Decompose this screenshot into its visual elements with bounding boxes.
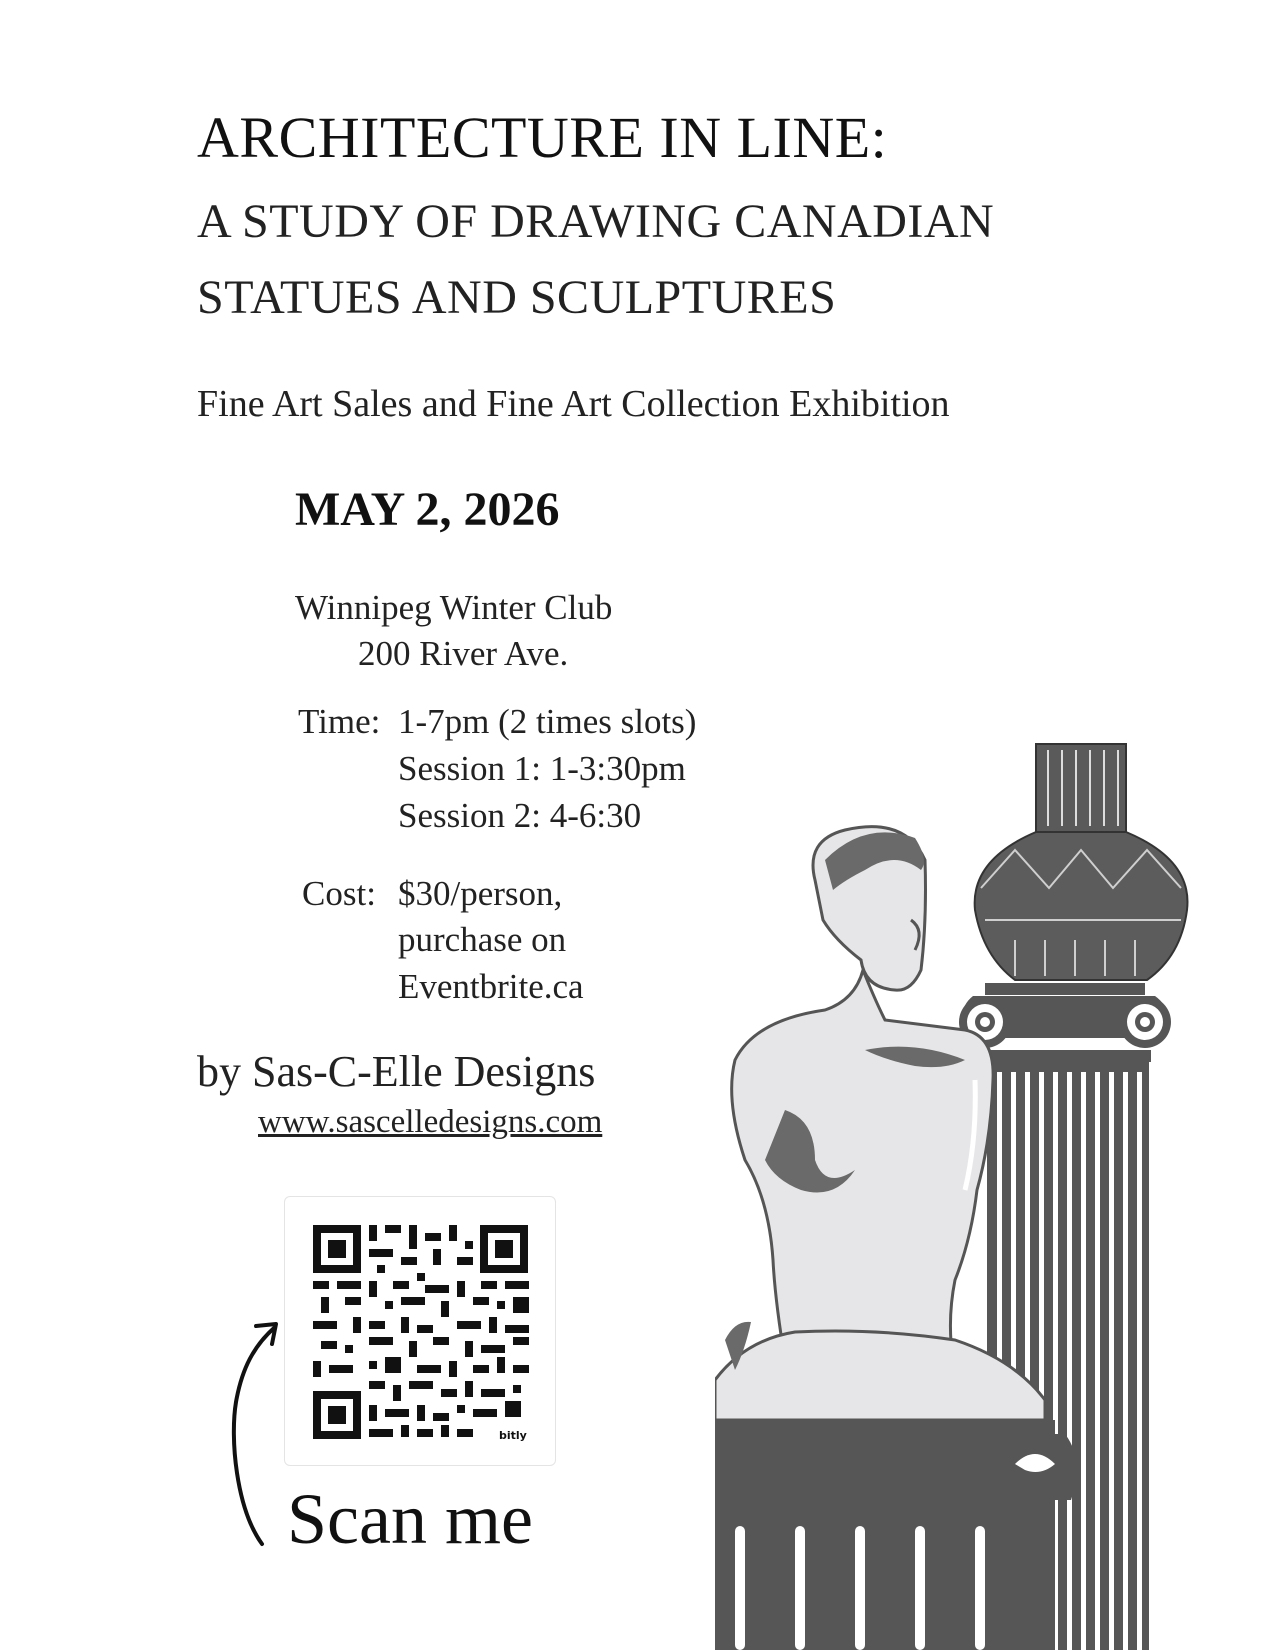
- subtitle: Fine Art Sales and Fine Art Collection Exhibition: [197, 383, 950, 425]
- time-label: Time:: [298, 702, 381, 741]
- vase: [975, 744, 1188, 980]
- byline: by Sas-C-Elle Designs: [197, 1047, 596, 1096]
- qr-code-icon: [285, 1197, 555, 1465]
- statue-column-illustration: [715, 720, 1275, 1650]
- qr-code-card[interactable]: [284, 1196, 556, 1466]
- time-value: 1-7pm (2 times slots): [398, 702, 697, 741]
- session-1: Session 1: 1-3:30pm: [398, 749, 686, 788]
- event-date: MAY 2, 2026: [295, 483, 560, 536]
- cost-label: Cost:: [302, 874, 376, 913]
- cost-price: $30/person,: [398, 874, 563, 913]
- venue-address: 200 River Ave.: [358, 634, 569, 673]
- pedestal: [715, 1420, 1077, 1650]
- title-line-2: A STUDY OF DRAWING CANADIAN: [197, 195, 995, 248]
- cost-purchase: purchase on: [398, 920, 567, 959]
- session-2: Session 2: 4-6:30: [398, 796, 642, 835]
- title-line-1: ARCHITECTURE IN LINE:: [197, 105, 888, 170]
- qr-logo: bitly: [499, 1429, 527, 1442]
- cost-eventbrite: Eventbrite.ca: [398, 967, 584, 1006]
- scan-me-label: Scan me: [287, 1479, 533, 1559]
- website-link[interactable]: www.sascelledesigns.com: [258, 1104, 603, 1140]
- venue-name: Winnipeg Winter Club: [295, 588, 613, 627]
- title-line-3: STATUES AND SCULPTURES: [197, 271, 837, 324]
